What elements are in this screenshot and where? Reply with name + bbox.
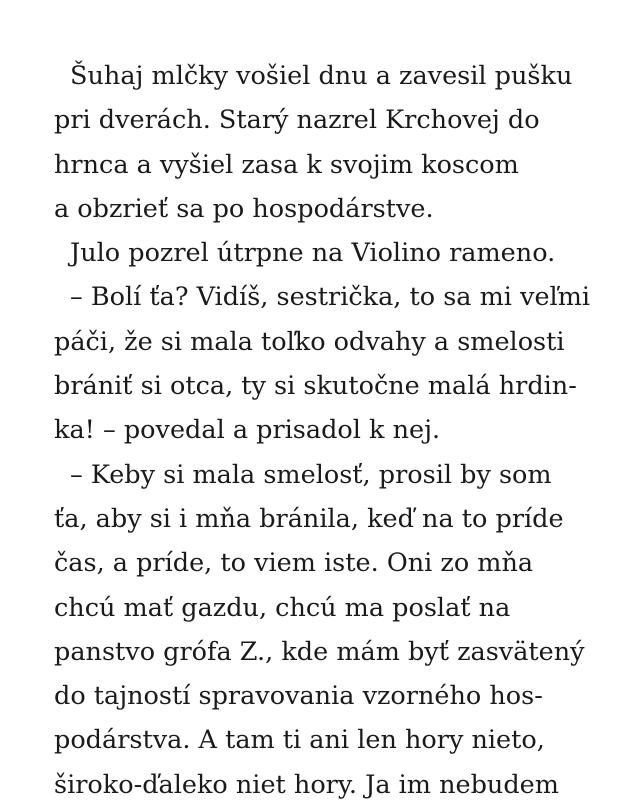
text-line: do tajností spravovania vzorného hos- bbox=[54, 681, 543, 712]
body-text bbox=[54, 54, 614, 807]
text-line: panstvo grófa Z., kde mám byť zasvätený bbox=[54, 636, 585, 667]
text-line: brániť si otca, ty si skutočne malá hrdin- bbox=[54, 371, 577, 402]
text-line: hrnca a vyšiel zasa k svojim koscom bbox=[54, 149, 519, 180]
text-line: podárstva. A tam ti ani len hory nieto, bbox=[54, 725, 545, 756]
text-line: – Bolí ťa? Vidíš, sestrička, to sa mi veľmi bbox=[70, 282, 591, 313]
text-line: a obzrieť sa po hospodárstve. bbox=[54, 193, 434, 224]
text-line: Šuhaj mlčky vošiel dnu a zavesil pušku bbox=[70, 61, 573, 91]
text-line: Julo pozrel útrpne na Violino rameno. bbox=[70, 238, 556, 269]
text-line: široko-ďaleko niet hory. Ja im nebudem bbox=[54, 769, 559, 800]
text-line: čas, a príde, to viem iste. Oni zo mňa bbox=[54, 548, 534, 579]
text-line: ka! – povedal a prisadol k nej. bbox=[54, 415, 441, 446]
text-line: chcú mať gazdu, chcú ma poslať na bbox=[54, 592, 511, 623]
text-line: ťa, aby si i mňa bránila, keď na to príde bbox=[54, 503, 564, 534]
text-line: páči, že si mala toľko odvahy a smelosti bbox=[54, 326, 565, 357]
text-line: pri dverách. Starý nazrel Krchovej do bbox=[54, 105, 540, 136]
text-line: – Keby si mala smelosť, prosil by som bbox=[70, 459, 552, 490]
